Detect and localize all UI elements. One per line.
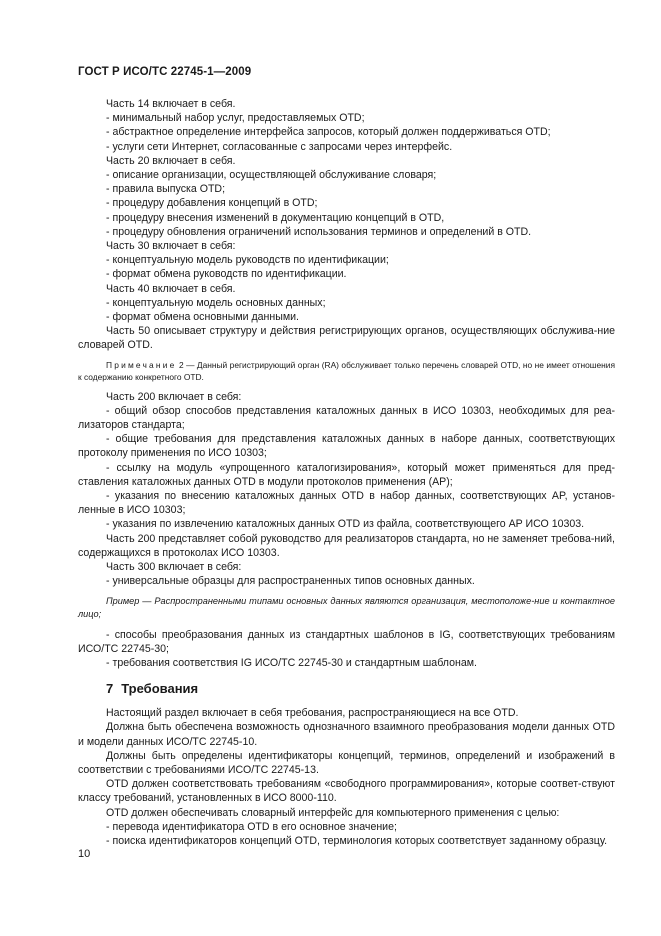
paragraph: Часть 30 включает в себя: [106, 240, 236, 253]
list-item: - способы преобразования данных из стандартных шаблонов в IG, соответствующих требованиям ИСО/ТС 22745-30; [78, 628, 615, 655]
list-item: - формат обмена руководств по идентификации. [106, 268, 347, 281]
section-heading [106, 681, 615, 697]
document-header: ГОСТ Р ИСО/ТС 22745-1—2009 [78, 66, 252, 78]
page-number: 10 [78, 848, 91, 860]
note-label: Примечание [106, 359, 177, 370]
paragraph: Часть 40 включает в себя. [106, 282, 236, 295]
text-block-requirements [78, 706, 615, 848]
list-item: - процедуру обновления ограничений использования терминов и определений в OTD. [106, 225, 532, 238]
note-text: 2 — Данный регистрирующий орган (RA) обслуживает только перечень словарей OTD, но не имеет отношения к содержанию конкретного OTD. [78, 359, 615, 382]
paragraph: Должна быть обеспечена возможность однозначного взаимного преобразования модели данных OTD и модели данных ИСО/ТС 22745-10. [78, 721, 615, 748]
paragraph: OTD должен обеспечивать словарный интерфейс для компьютерного применения с целью: [106, 806, 560, 819]
text-block-parts [78, 97, 615, 353]
list-item: - требования соответствия IG ИСО/ТС 22745-30 и стандартным шаблонам. [106, 656, 477, 669]
list-item: - перевода идентификатора OTD в его основное значение; [106, 820, 397, 833]
list-item: - правила выпуска OTD; [106, 183, 226, 196]
list-item: - абстрактное определение интерфейса запросов, который должен поддерживаться OTD; [106, 126, 551, 139]
list-item: - концептуальную модель основных данных; [106, 296, 326, 309]
list-item: - процедуру внесения изменений в документацию концепций в OTD, [106, 211, 445, 224]
list-item: - услуги сети Интернет, согласованные с запросами через интерфейс. [106, 140, 453, 153]
list-item: - поиска идентификаторов концепций OTD, терминология которых соответствует заданному образцу. [106, 834, 608, 847]
example: Пример — Распространенными типами основных данных являются организация, местоположе-ние и контактное лицо; [78, 595, 615, 619]
list-item: - описание организации, осуществляющей обслуживание словаря; [106, 169, 437, 182]
list-item: - формат обмена основными данными. [106, 311, 299, 324]
list-item: - указания по извлечению каталожных данных OTD из файла, соответствующего AP ИСО 10303. [106, 518, 585, 531]
paragraph: Часть 200 представляет собой руководство для реализаторов стандарта, но не заменяет требова-ний, содержащихся в протоколах ИСО 10303. [78, 532, 615, 559]
paragraph: Часть 300 включает в себя: [106, 561, 242, 574]
list-item: - минимальный набор услуг, предоставляемых OTD; [106, 112, 365, 125]
paragraph: Часть 20 включает в себя. [106, 154, 236, 167]
list-item: - универсальные образцы для распространенных типов основных данных. [106, 575, 475, 588]
paragraph: Настоящий раздел включает в себя требования, распространяющиеся на все OTD. [106, 707, 519, 720]
list-item: - общий обзор способов представления каталожных данных в ИСО 10303, необходимых для реа-лизаторов стандарта; [78, 404, 615, 432]
list-item: - указания по внесению каталожных данных OTD в набор данных, соответствующих AP, установ-ленные в ИСО 10303; [78, 490, 615, 517]
paragraph: Часть 14 включает в себя. [106, 98, 236, 110]
list-item: - процедуру добавления концепций в OTD; [106, 197, 318, 210]
list-item: - ссылку на модуль «упрощенного каталогизирования», который может применяться для пред-ставления каталожных данных OTD в модули протоколов применения (AP); [78, 461, 615, 488]
paragraph: Часть 50 описывает структуру и действия регистрирующих органов, осуществляющих обслужива-ние словарей OTD. [78, 325, 615, 352]
paragraph: Должны быть определены идентификаторы концепций, терминов, определений и изображений в соответствии с требованиями ИСО/ТС 22745-13. [78, 749, 615, 776]
text-block-ig [78, 628, 615, 671]
text-block-part-200 [78, 390, 615, 589]
list-item: - общие требования для представления каталожных данных в наборе данных, соответствующих протоколу применения по ИСО 10303; [78, 433, 615, 460]
section-number: 7 [106, 681, 114, 697]
section-title: Требования [121, 681, 199, 697]
page-content [78, 97, 615, 848]
list-item: - концептуальную модель руководств по идентификации; [106, 254, 389, 267]
paragraph: OTD должен соответствовать требованиям «свободного программирования», которые соответ-ствуют классу требований, установленных в ИСО 8000-110. [78, 778, 615, 805]
paragraph: Часть 200 включает в себя: [106, 390, 242, 403]
note [78, 359, 615, 383]
